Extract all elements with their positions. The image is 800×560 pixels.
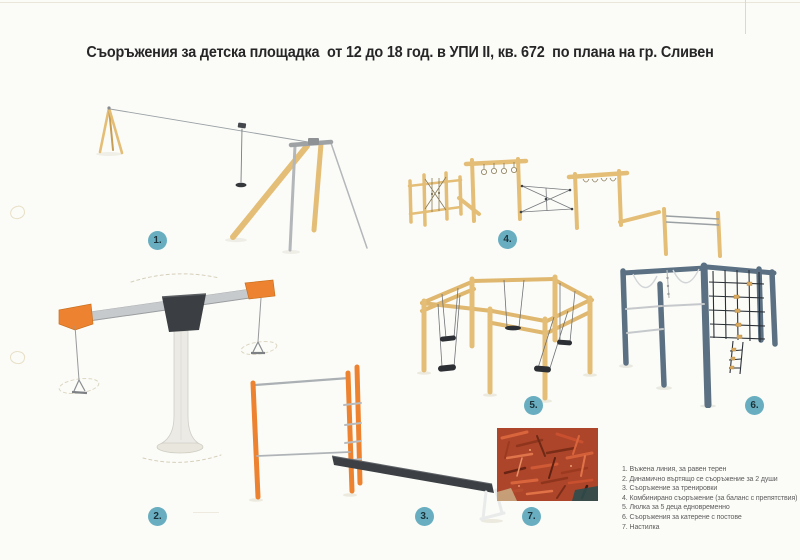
legend-item: 6. Съоръжения за катерене с постове [622, 513, 742, 521]
legend-item: 5. Люлка за 5 деца едновременно [622, 504, 730, 512]
legend-item: 2. Динамично въртящо се съоръжение за 2 души [622, 475, 778, 483]
item-badge-5: 5. [524, 396, 543, 415]
legend-item: 3. Съоръжение за тренировки [622, 485, 718, 493]
scan-smudge-mark [9, 350, 26, 366]
illustration-zipline [55, 90, 405, 255]
item-badge-2: 2. [148, 507, 167, 526]
illustration-balance-course [402, 146, 737, 264]
surfacing-photo [497, 428, 598, 501]
scan-smudge-mark [9, 204, 27, 220]
item-badge-4: 4. [498, 230, 517, 249]
legend-item: 4. Комбинирано съоръжение (за баланс с препятствия) [622, 494, 798, 502]
item-badge-7: 7. [522, 507, 541, 526]
scan-edge-line [0, 2, 800, 3]
scan-artifact-line [193, 512, 219, 513]
item-badge-6: 6. [745, 396, 764, 415]
item-badge-3: 3. [415, 507, 434, 526]
legend-item: 1. Въжена линия, за равен терен [622, 466, 727, 473]
illustration-climbing-frame [612, 256, 798, 408]
scan-fold-line [745, 0, 746, 34]
legend-list [622, 465, 800, 532]
legend-item: 7. Настилка [622, 523, 660, 531]
illustration-hex-swing [402, 260, 612, 408]
page-title: Съоръжения за детска площадка от 12 до 18 год. в УПИ II, кв. 672 по плана на гр. Сливен [86, 44, 714, 61]
item-badge-1: 1. [148, 231, 167, 250]
